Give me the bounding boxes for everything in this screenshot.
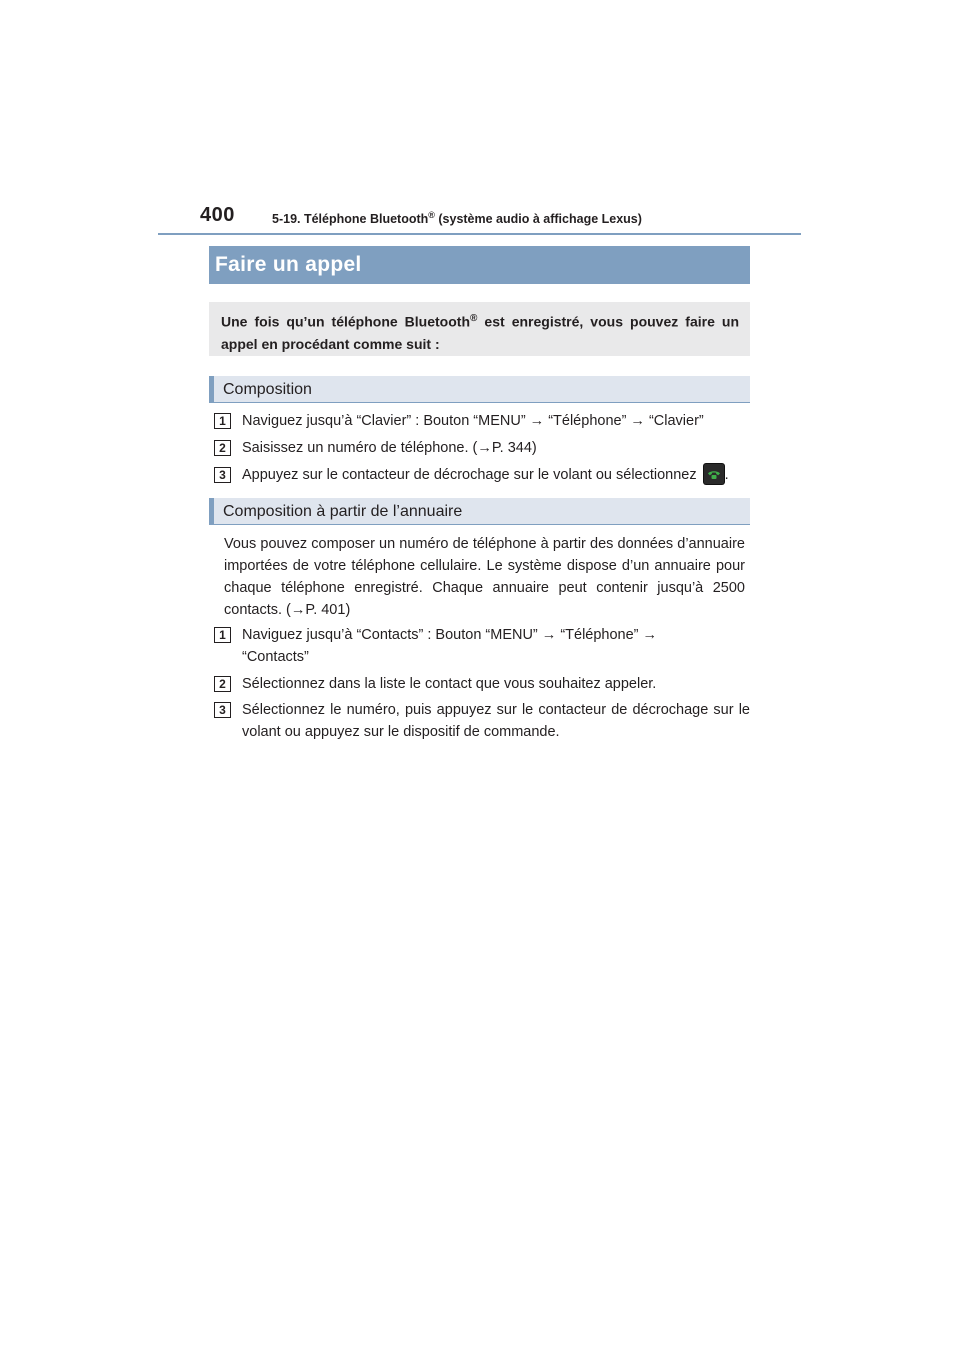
page-number: 400 bbox=[200, 204, 235, 226]
page-title: Faire un appel bbox=[209, 246, 750, 284]
section-heading-annuaire: Composition à partir de l’annuaire bbox=[209, 498, 750, 525]
step-number: 2 bbox=[214, 440, 231, 456]
chapter-suffix: (système audio à affichage Lexus) bbox=[434, 212, 642, 227]
step-text: Naviguez jusqu’à “Clavier” : Bouton “MENU” → “Téléphone” → “Clavier” bbox=[242, 413, 704, 429]
step-item bbox=[214, 699, 750, 743]
step-number: 3 bbox=[214, 467, 231, 483]
step-number: 1 bbox=[214, 627, 231, 643]
step-number: 3 bbox=[214, 702, 231, 718]
step-text-wrap bbox=[242, 464, 750, 486]
intro-registered-mark: ® bbox=[470, 313, 478, 324]
running-header bbox=[272, 210, 642, 226]
step-text: Appuyez sur le contacteur de décrochage sur le volant ou sélectionnez bbox=[242, 467, 697, 483]
step-item bbox=[214, 410, 750, 432]
registered-mark: ® bbox=[428, 210, 435, 220]
step-number: 2 bbox=[214, 676, 231, 692]
intro-text-1: Une fois qu’un téléphone Bluetooth bbox=[221, 313, 471, 330]
section-heading-composition: Composition bbox=[209, 376, 750, 403]
chapter-title: 5-19. Téléphone Bluetooth bbox=[272, 212, 429, 227]
phone-call-icon bbox=[703, 463, 725, 485]
step-text-end: . bbox=[724, 467, 729, 483]
step-item bbox=[214, 437, 750, 459]
step-text: Sélectionnez dans la liste le contact que vous souhaitez appeler. bbox=[242, 676, 657, 692]
step-item bbox=[214, 624, 750, 668]
intro-text-2: est enregistré, vous pouvez faire un appel en procédant comme suit : bbox=[221, 313, 739, 352]
step-text: Sélectionnez le numéro, puis appuyez sur le contacteur de décrochage sur le volant ou appuyez sur le dispositif de commande. bbox=[242, 702, 750, 740]
step-item bbox=[214, 673, 750, 695]
header-rule bbox=[158, 233, 801, 235]
step-number: 1 bbox=[214, 413, 231, 429]
step-text: Naviguez jusqu’à “Contacts” : Bouton “MENU” → “Téléphone” → “Contacts” bbox=[242, 627, 658, 665]
body-paragraph: Vous pouvez composer un numéro de téléphone à partir des données d’annuaire importées de votre téléphone cellulaire. Le système dispose d’un annuaire pour chaque téléphone enregistré. Chaque annuaire peut contenir jusqu’à 2500 contacts. (→P. 401) bbox=[224, 536, 745, 618]
step-item bbox=[214, 464, 750, 486]
step-text: Saisissez un numéro de téléphone. (→P. 344) bbox=[242, 440, 537, 456]
intro-box bbox=[209, 302, 750, 356]
